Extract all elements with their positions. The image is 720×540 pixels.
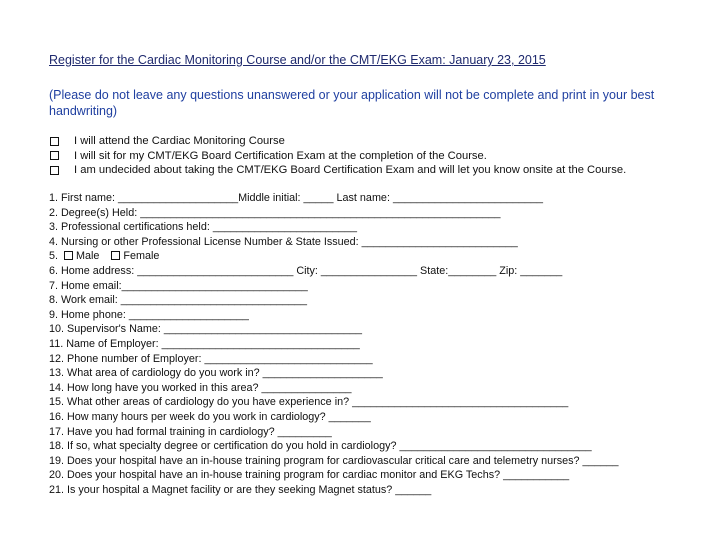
checkbox-icon[interactable] bbox=[50, 166, 59, 175]
question-18[interactable]: 18. If so, what specialty degree or certification do you hold in cardiology? ________________________________ bbox=[49, 440, 592, 453]
question-9[interactable]: 9. Home phone: ____________________ bbox=[49, 308, 249, 321]
question-6[interactable]: 6. Home address: __________________________ City: ________________ State:________ Zip: _______ bbox=[49, 264, 563, 277]
question-17[interactable]: 17. Have you had formal training in cardiology? _________ bbox=[49, 425, 332, 438]
instructions-note: (Please do not leave any questions unanswered or your application will not be complete and print in your best handwriting) bbox=[49, 88, 655, 118]
attendance-options bbox=[49, 134, 626, 178]
checkbox-icon[interactable] bbox=[50, 137, 59, 146]
question-8[interactable]: 8. Work email: _______________________________ bbox=[49, 294, 307, 307]
option-label: I will attend the Cardiac Monitoring Course bbox=[74, 135, 285, 147]
question-2[interactable]: 2. Degree(s) Held: ____________________________________________________________ bbox=[49, 206, 501, 219]
female-label: Female bbox=[123, 250, 160, 263]
checkbox-icon[interactable] bbox=[50, 151, 59, 160]
question-16[interactable]: 16. How many hours per week do you work in cardiology? _______ bbox=[49, 410, 371, 423]
question-7[interactable]: 7. Home email:_______________________________ bbox=[49, 279, 308, 292]
sit-exam-option[interactable] bbox=[49, 149, 626, 164]
question-5-number: 5. bbox=[49, 250, 59, 263]
question-14[interactable]: 14. How long have you worked in this area? _______________ bbox=[49, 381, 352, 394]
undecided-option[interactable] bbox=[49, 163, 626, 178]
male-label: Male bbox=[76, 250, 100, 263]
form-title: Register for the Cardiac Monitoring Course and/or the CMT/EKG Exam: January 23, 2015 bbox=[49, 53, 546, 67]
female-checkbox-icon[interactable] bbox=[111, 251, 120, 260]
option-label: I am undecided about taking the CMT/EKG Board Certification Exam and will let you know onsite at the Course. bbox=[74, 164, 627, 177]
question-11[interactable]: 11. Name of Employer: _________________________________ bbox=[49, 337, 360, 350]
attend-course-option[interactable] bbox=[49, 134, 626, 149]
question-21[interactable]: 21. Is your hospital a Magnet facility or are they seeking Magnet status? ______ bbox=[49, 483, 432, 496]
question-10[interactable]: 10. Supervisor's Name: _________________________________ bbox=[49, 323, 363, 336]
question-3[interactable]: 3. Professional certifications held: ________________________ bbox=[49, 221, 357, 234]
question-19[interactable]: 19. Does your hospital have an in-house training program for cardiovascular critical care and telemetry nurses? ______ bbox=[49, 454, 619, 467]
question-list bbox=[49, 191, 619, 497]
question-12[interactable]: 12. Phone number of Employer: ____________________________ bbox=[49, 352, 373, 365]
question-4[interactable]: 4. Nursing or other Professional License Number & State Issued: __________________________ bbox=[49, 235, 518, 248]
male-checkbox-icon[interactable] bbox=[64, 251, 73, 260]
question-5 bbox=[49, 249, 619, 264]
question-20[interactable]: 20. Does your hospital have an in-house training program for cardiac monitor and EKG Techs? ___________ bbox=[49, 469, 570, 482]
question-13[interactable]: 13. What area of cardiology do you work in? ____________________ bbox=[49, 367, 383, 380]
question-15[interactable]: 15. What other areas of cardiology do you have experience in? ____________________________________ bbox=[49, 396, 569, 409]
question-1[interactable]: 1. First name: ____________________Middle initial: _____ Last name: _________________________ bbox=[49, 192, 544, 204]
option-label: I will sit for my CMT/EKG Board Certification Exam at the completion of the Course. bbox=[74, 149, 487, 162]
